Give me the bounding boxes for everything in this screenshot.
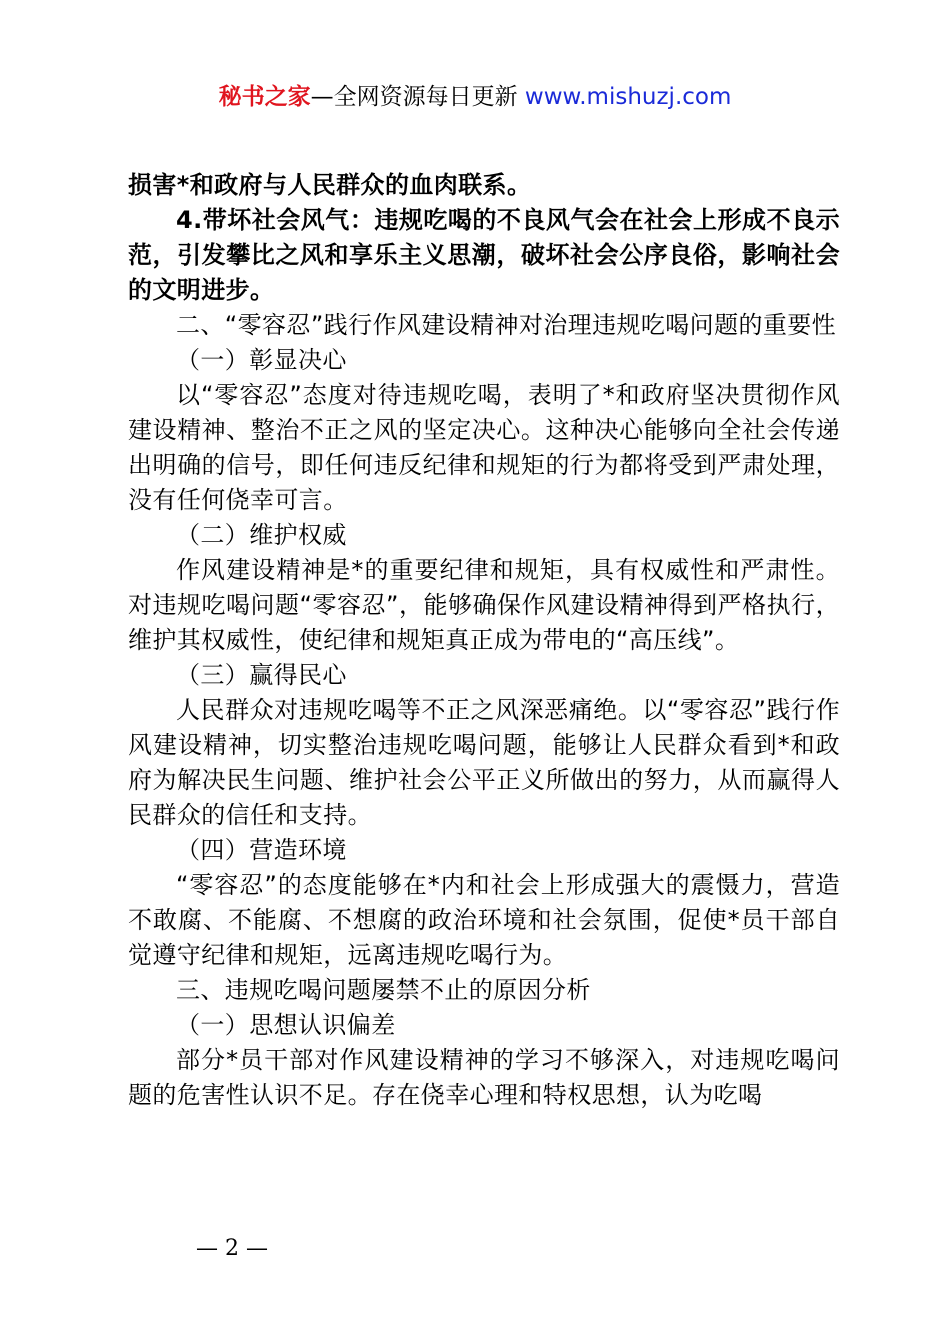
section-heading: 二、“零容忍”践行作风建设精神对治理违规吃喝问题的重要性: [176, 311, 837, 339]
paragraph: 作风建设精神是*的重要纪律和规矩，具有权威性和严肃性。对违规吃喝问题“零容忍”，能够确保作风建设精神得到严格执行，维护其权威性，使纪律和规矩真正成为带电的“高压线”。: [128, 556, 840, 654]
section-heading: 三、违规吃喝问题屡禁不止的原因分析: [176, 976, 591, 1004]
brand-name: 秘书之家: [218, 84, 311, 110]
paragraph: 以“零容忍”态度对待违规吃喝，表明了*和政府坚决贯彻作风建设精神、整治不正之风的坚定决心。这种决心能够向全社会传递出明确的信号，即任何违反纪律和规矩的行为都将受到严肃处理，没有任何侥幸可言。: [128, 381, 840, 514]
website-url: www.mishuzj.com: [524, 84, 732, 110]
paragraph: “零容忍”的态度能够在*内和社会上形成强大的震慑力，营造不敢腐、不能腐、不想腐的政治环境和社会氛围，促使*员干部自觉遵守纪律和规矩，远离违规吃喝行为。: [128, 871, 840, 969]
subsection-heading: （二）维护权威: [176, 521, 347, 549]
subsection-heading: （一）彰显决心: [176, 346, 347, 374]
header-tagline: —全网资源每日更新: [310, 84, 525, 110]
site-watermark-header: [0, 82, 950, 112]
subsection-heading: （四）营造环境: [176, 836, 347, 864]
paragraph: 损害*和政府与人民群众的血肉联系。: [128, 171, 532, 199]
document-body: [128, 168, 840, 1113]
page-number: — 2 —: [196, 1236, 268, 1261]
paragraph: 人民群众对违规吃喝等不正之风深恶痛绝。以“零容忍”践行作风建设精神，切实整治违规吃喝问题，能够让人民群众看到*和政府为解决民生问题、维护社会公平正义所做出的努力，从而赢得人民群众的信任和支持。: [128, 696, 840, 829]
paragraph: 4.带坏社会风气：违规吃喝的不良风气会在社会上形成不良示范，引发攀比之风和享乐主义思潮，破坏社会公序良俗，影响社会的文明进步。: [128, 206, 840, 304]
paragraph: 部分*员干部对作风建设精神的学习不够深入，对违规吃喝问题的危害性认识不足。存在侥幸心理和特权思想，认为吃喝: [128, 1046, 840, 1109]
subsection-heading: （一）思想认识偏差: [176, 1011, 396, 1039]
subsection-heading: （三）赢得民心: [176, 661, 347, 689]
